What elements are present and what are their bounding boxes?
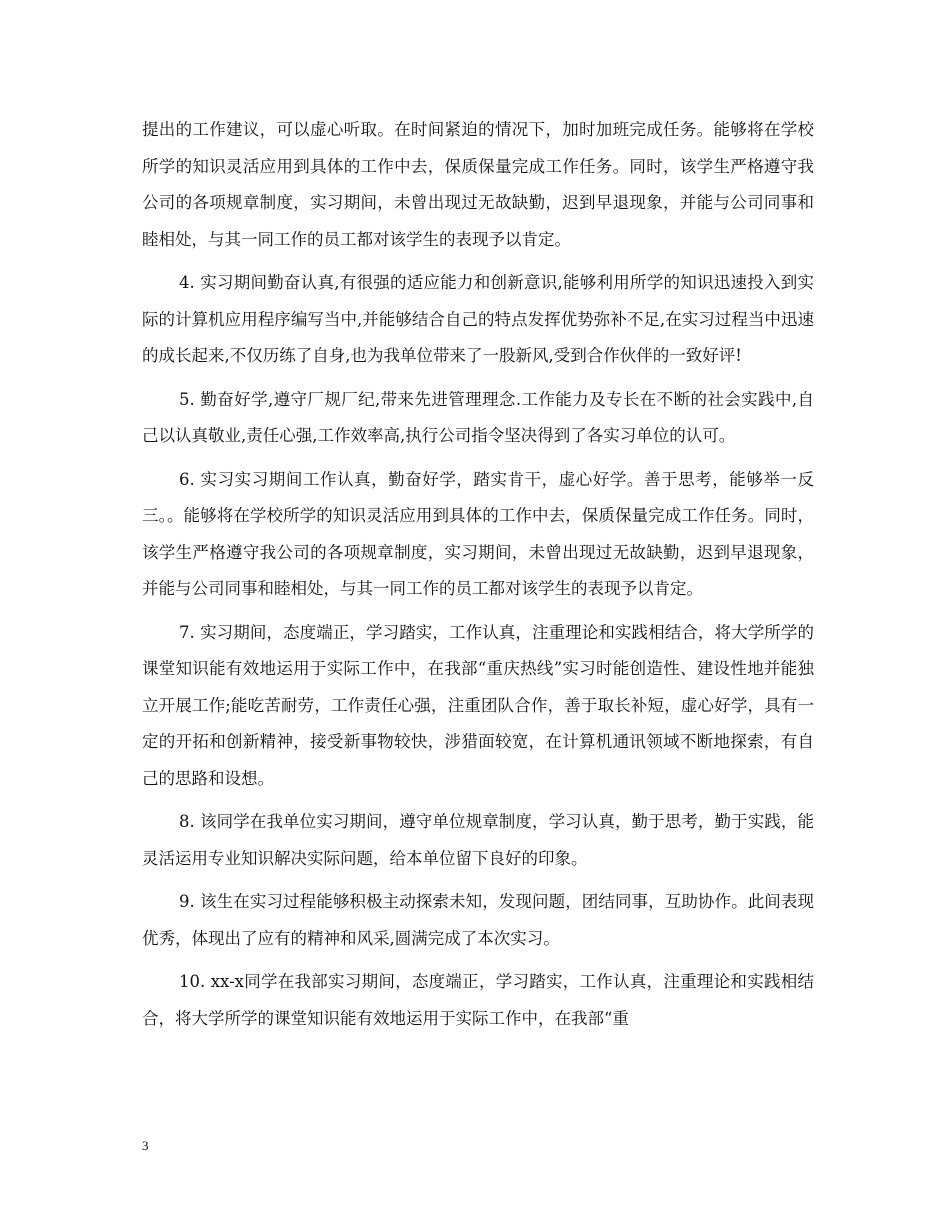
paragraph-item-4: 4. 实习期间勤奋认真,有很强的适应能力和创新意识,能够利用所学的知识迅速投入到实际的计算机应用程序编写当中,并能够结合自己的特点发挥优势弥补不足,在实习过程当中迅速的成长起来,不仅历练了自身,也为我单位带来了一股新风,受到合作伙伴的一致好评! <box>142 273 814 365</box>
paragraph-item-5: 5. 勤奋好学,遵守厂规厂纪,带来先进管理理念.工作能力及专长在不断的社会实践中,自己以认真敬业,责任心强,工作效率高,执行公司指令坚决得到了各实习单位的认可。 <box>142 389 814 445</box>
page-number: 3 <box>142 1138 149 1153</box>
document-body <box>142 112 814 1044</box>
paragraph-item-7: 7. 实习期间，态度端正，学习踏实，工作认真，注重理论和实践相结合，将大学所学的课堂知识能有效地运用于实际工作中，在我部“重庆热线”实习时能创造性、建设性地并能独立开展工作;能吃苦耐劳，工作责任心强，注重团队合作，善于取长补短，虚心好学，具有一定的开拓和创新精神，接受新事物较快，涉猎面较宽，在计算机通讯领域不断地探索，有自己的思路和设想。 <box>142 622 814 788</box>
paragraph-item-8: 8. 该同学在我单位实习期间，遵守单位规章制度，学习认真，勤于思考，勤于实践，能灵活运用专业知识解决实际问题，给本单位留下良好的印象。 <box>142 812 814 868</box>
paragraph-item-10: 10. xx-x同学在我部实习期间，态度端正，学习踏实，工作认真，注重理论和实践相结合，将大学所学的课堂知识能有效地运用于实际工作中，在我部“重 <box>142 972 814 1028</box>
paragraph-item-6: 6. 实习实习期间工作认真，勤奋好学，踏实肯干，虚心好学。善于思考，能够举一反三。。能够将在学校所学的知识灵活应用到具体的工作中去，保质保量完成工作任务。同时，该学生严格遵守我公司的各项规章制度，实习期间，未曾出现过无故缺勤，迟到早退现象，并能与公司同事和睦相处，与其一同工作的员工都对该学生的表现予以肯定。 <box>142 469 814 598</box>
paragraph-continuation: 提出的工作建议，可以虚心听取。在时间紧迫的情况下，加时加班完成任务。能够将在学校所学的知识灵活应用到具体的工作中去，保质保量完成工作任务。同时，该学生严格遵守我公司的各项规章制度，实习期间，未曾出现过无故缺勤，迟到早退现象，并能与公司同事和睦相处，与其一同工作的员工都对该学生的表现予以肯定。 <box>142 120 814 249</box>
paragraph-item-9: 9. 该生在实习过程能够积极主动探索未知，发现问题，团结同事，互助协作。此间表现优秀，体现出了应有的精神和风采,圆满完成了本次实习。 <box>142 892 814 948</box>
